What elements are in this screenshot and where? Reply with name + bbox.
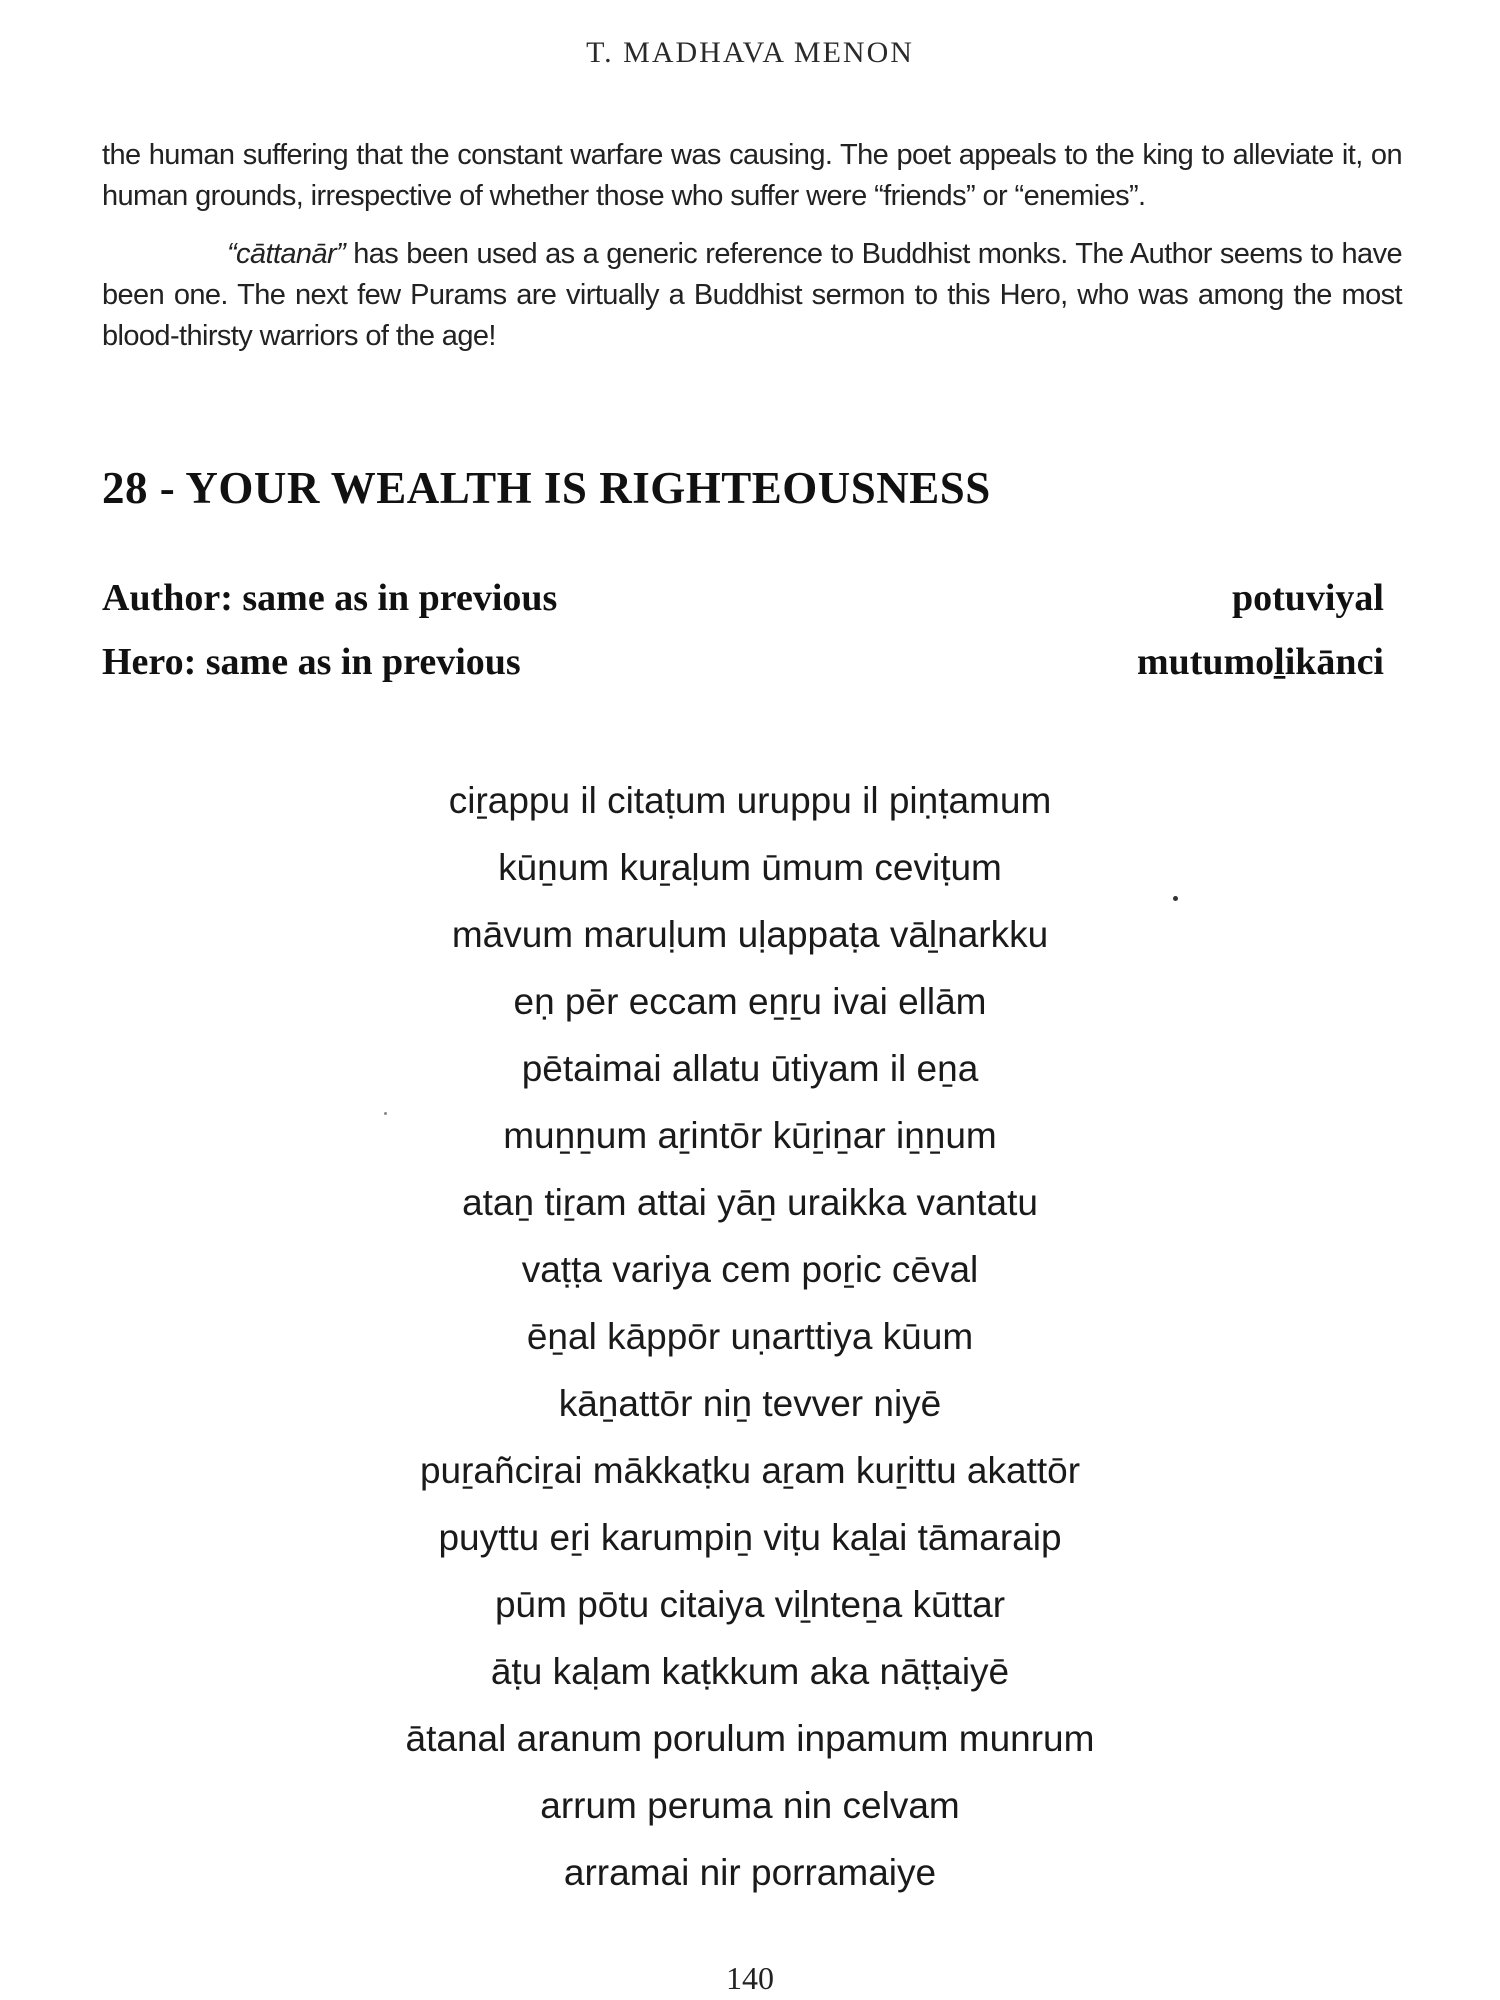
scan-speck — [1173, 896, 1178, 901]
verse-line: kūṉum kuṟaḷum ūmum ceviṭum — [498, 847, 1002, 888]
verse-line: kāṉattōr niṉ tevver niyē — [558, 1383, 942, 1424]
verse-line: ataṉ tiṟam attai yāṉ uraikka vantatu — [462, 1182, 1038, 1223]
running-head: T. MADHAVA MENON — [586, 36, 914, 69]
verse-line: arramai nir porramaiye — [563, 1852, 937, 1893]
verse-line: arrum peruma nin celvam — [540, 1785, 960, 1826]
verse-line: vaṭṭa variya cem poṟic cēval — [521, 1249, 979, 1290]
section-title: 28 - YOUR WEALTH IS RIGHTEOUSNESS — [102, 463, 991, 513]
verse-line: ēṉal kāppōr uṇarttiya kūum — [526, 1316, 974, 1357]
verse-line: ātanal aranum porulum inpamum munrum — [405, 1718, 1095, 1759]
author-label: Author: same as in previous — [102, 577, 558, 619]
intro-text — [102, 135, 1402, 357]
author-value: potuviyal — [1231, 577, 1384, 619]
intro-paragraph-1: the human suffering that the constant warfare was causing. The poet appeals to the king to alleviate it, on human grounds, irrespective of whether those who suffer were “friends” or “enemies”. — [102, 139, 1402, 212]
hero-label: Hero: same as in previous — [102, 641, 521, 683]
intro-paragraph-2-text: has been used as a generic reference to Buddhist monks. The Author seems to have been one. The next few Purams are virtually a Buddhist sermon to this Hero, who was among the most blood-thirsty warriors of the age! — [102, 238, 1402, 352]
verse-line: muṉṉum aṟintōr kūṟiṉar iṉṉum — [503, 1115, 997, 1156]
verse-block — [0, 767, 1500, 1906]
intro-term: “cāttanār” — [227, 238, 346, 270]
author-row — [102, 576, 1384, 620]
hero-value: mutumoḻikānci — [1136, 641, 1384, 683]
verse-line: eṇ pēr eccam eṉṟu ivai ellām — [513, 981, 987, 1022]
page-number: 140 — [726, 1960, 774, 1996]
verse-line: ciṟappu il citaṭum uruppu il piṇṭamum — [448, 780, 1052, 821]
verse-line: puṟañciṟai mākkaṭku aṟam kuṟittu akattōr — [419, 1450, 1081, 1491]
verse-line: puyttu eṟi karumpiṉ viṭu kaḻai tāmaraip — [438, 1517, 1062, 1558]
hero-row — [102, 640, 1384, 684]
scan-speck — [384, 1112, 387, 1115]
verse-line: māvum maruḷum uḷappaṭa vāḻnarkku — [451, 914, 1049, 955]
verse-line: pūm pōtu citaiya viḻnteṉa kūttar — [494, 1584, 1006, 1625]
intro-paragraph-2 — [102, 234, 1402, 357]
verse-line: pētaimai allatu ūtiyam il eṉa — [521, 1048, 979, 1089]
verse-line: āṭu kaḷam kaṭkkum aka nāṭṭaiyē — [490, 1651, 1010, 1692]
